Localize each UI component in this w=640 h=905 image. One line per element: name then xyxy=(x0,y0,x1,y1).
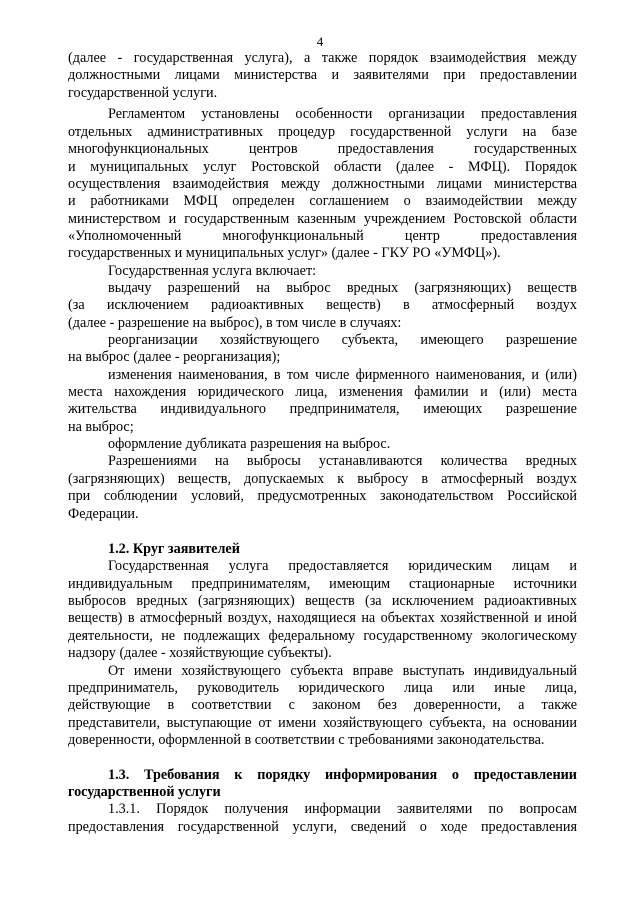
section-heading-1-3-continued: государственной услуги xyxy=(68,784,221,800)
paragraph-first-line: 1.3.1. Порядок получения информации заявителями по вопросам xyxy=(108,801,577,817)
page-number: 4 xyxy=(316,34,324,49)
text-line: веществ) в атмосферный воздух, находящиеся на объектах хозяйственной и иной xyxy=(68,610,577,626)
text-line: должностными лицами министерства и заявителями при предоставлении xyxy=(68,67,577,83)
text-line: на выброс (далее - реорганизация); xyxy=(68,349,281,365)
text-line: места нахождения юридического лица, изменения фамилии и (или) места xyxy=(68,384,577,400)
text-line: на выброс; xyxy=(68,419,134,435)
paragraph-first-line: Разрешениями на выбросы устанавливаются количества вредных xyxy=(108,453,577,469)
section-heading-1-2: 1.2. Круг заявителей xyxy=(108,541,240,557)
text-line: министерством и государственным казенным учреждением Ростовской области xyxy=(68,211,577,227)
text-line: предоставления государственной услуги, сведений о ходе предоставления xyxy=(68,819,577,835)
text-line: (за исключением радиоактивных веществ) в атмосферный воздух xyxy=(68,297,577,313)
text-line: индивидуальным предпринимателям, имеющим стационарные источники xyxy=(68,576,577,592)
section-heading-1-3: 1.3. Требования к порядку информирования о предоставлении xyxy=(108,767,577,783)
text-line: «Уполномоченный многофункциональный центр предоставления xyxy=(68,228,577,244)
text-line: многофункциональных центров предоставления государственных xyxy=(68,141,577,157)
text-line: и работниками МФЦ определен соглашением о взаимодействии между xyxy=(68,193,577,209)
text-line: деятельности, не подлежащих федеральному государственному экологическому xyxy=(68,628,577,644)
text-line: представители, выступающие от имени хозяйствующего субъекта, на основании xyxy=(68,715,577,731)
paragraph-first-line: Государственная услуга включает: xyxy=(108,263,317,279)
text-line: (далее - разрешение на выброс), в том числе в случаях: xyxy=(68,315,402,331)
paragraph-first-line: От имени хозяйствующего субъекта вправе выступать индивидуальный xyxy=(108,663,577,679)
paragraph-first-line: изменения наименования, в том числе фирменного наименования, и (или) xyxy=(108,367,577,383)
paragraph-first-line: выдачу разрешений на выброс вредных (загрязняющих) веществ xyxy=(108,280,577,296)
text-line: выбросов вредных (загрязняющих) веществ (за исключением радиоактивных xyxy=(68,593,577,609)
text-line: Федерации. xyxy=(68,506,139,522)
text-line: жительства индивидуального предпринимателя, имеющих разрешение xyxy=(68,401,577,417)
text-line: надзору (далее - хозяйствующие субъекты). xyxy=(68,645,332,661)
text-line: (далее - государственная услуга), а также порядок взаимодействия между xyxy=(68,50,577,66)
paragraph-first-line: Государственная услуга предоставляется юридическим лицам и xyxy=(108,558,577,574)
text-line: действующие в соответствии с законом без доверенности, а также xyxy=(68,697,577,713)
paragraph-first-line: реорганизации хозяйствующего субъекта, имеющего разрешение xyxy=(108,332,577,348)
text-line: при соблюдении условий, предусмотренных законодательством Российской xyxy=(68,488,577,504)
text-line: осуществления взаимодействия между должностными лицами министерства xyxy=(68,176,577,192)
text-line: предприниматель, руководитель юридического лица или иные лица, xyxy=(68,680,577,696)
text-line: и муниципальных услуг Ростовской области (далее - МФЦ). Порядок xyxy=(68,159,577,175)
text-line: доверенности, оформленной в соответствии с требованиями законодательства. xyxy=(68,732,545,748)
text-line: отдельных административных процедур государственной услуги на базе xyxy=(68,124,577,140)
text-line: государственных и муниципальных услуг» (далее - ГКУ РО «УМФЦ»). xyxy=(68,245,501,261)
text-line: государственной услуги. xyxy=(68,85,218,101)
paragraph-first-line: Регламентом установлены особенности организации предоставления xyxy=(108,106,577,122)
text-line: (загрязняющих) веществ, допускаемых к выбросу в атмосферный воздух xyxy=(68,471,577,487)
paragraph-first-line: оформление дубликата разрешения на выброс. xyxy=(108,436,391,452)
